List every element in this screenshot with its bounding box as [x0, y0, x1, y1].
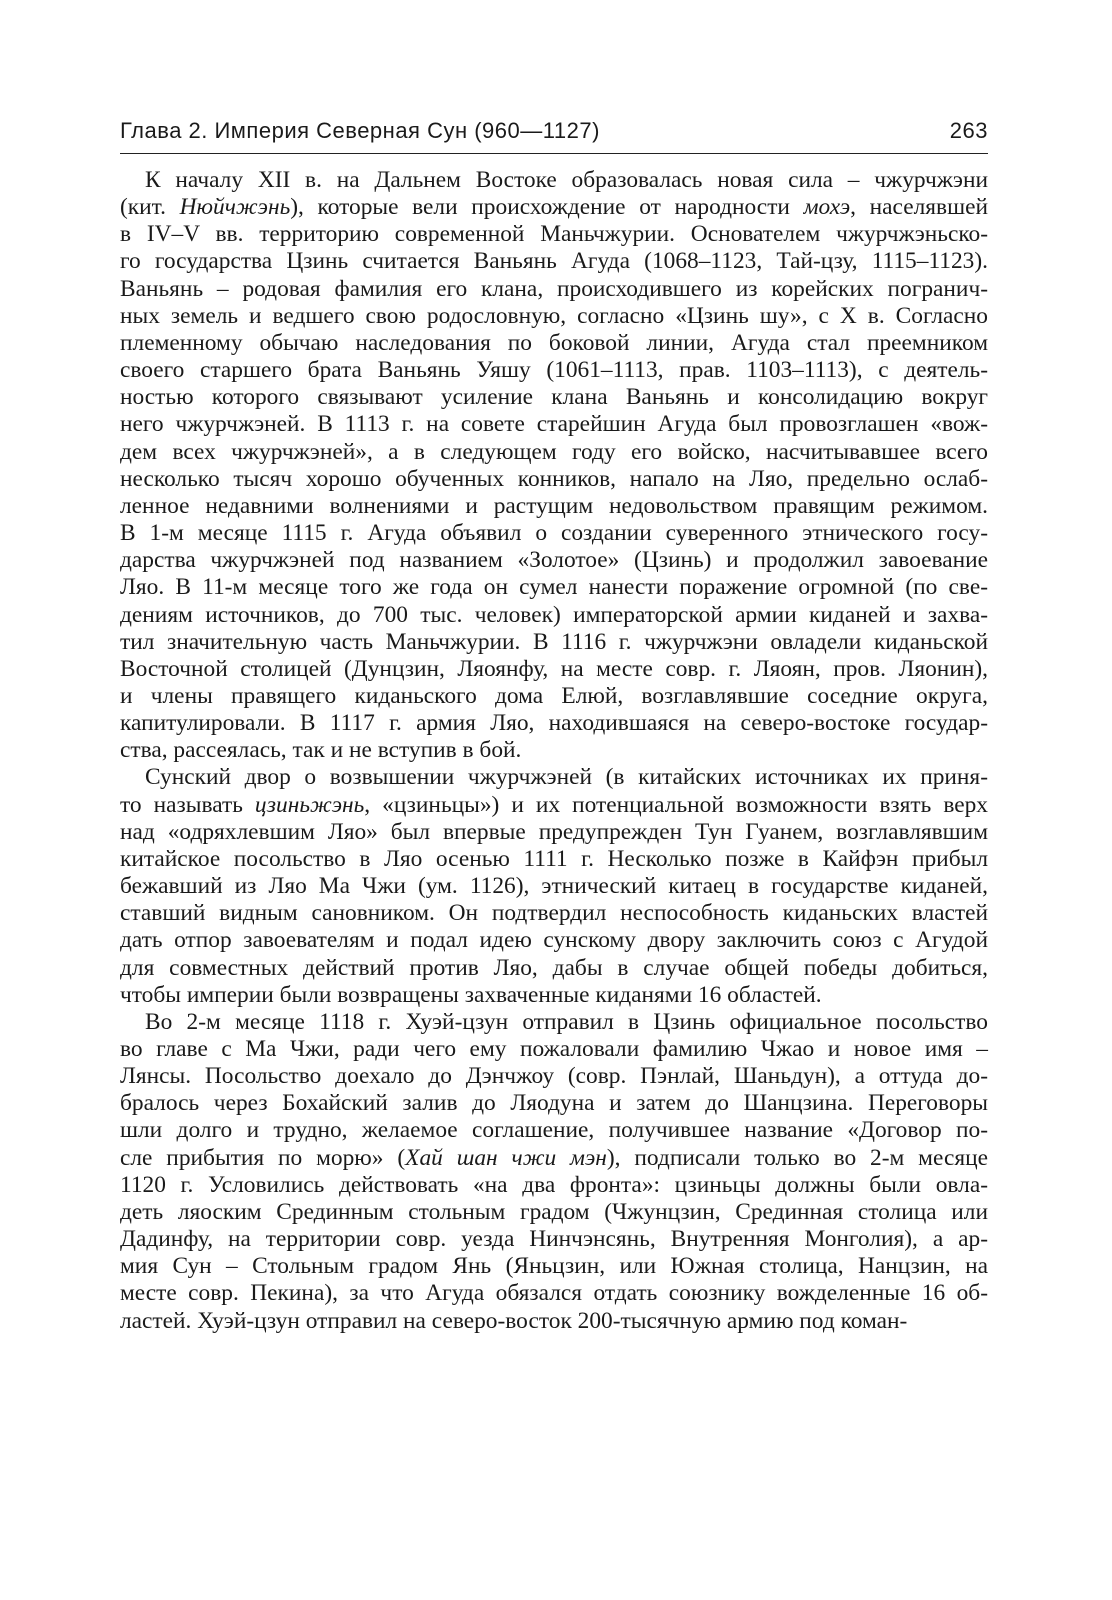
text-line: чтобы империи были возвращены захваченные киданями 16 областей.	[120, 981, 822, 1008]
text-line: шли долго и трудно, желаемое соглашение, получившее название «Договор по-	[120, 1117, 988, 1144]
text-line: ставший видным сановником. Он подтвердил неспособность киданьских властей	[120, 900, 988, 927]
text-line: дем всех чжурчжэней», а в следующем году его войско, насчитывавшее всего	[120, 438, 988, 465]
chapter-title: Глава 2. Империя Северная Сун (960—1127)	[120, 118, 600, 143]
text-line: тил значительную часть Маньчжурии. В 1116 г. чжурчжэни овладели киданьской	[120, 628, 988, 655]
text-line: несколько тысяч хорошо обученных конников, напало на Ляо, предельно ослаб-	[120, 465, 988, 492]
text-line: дениям источников, до 700 тыс. человек) императорской армии киданей и захва-	[120, 601, 988, 628]
text-line: во главе с Ма Чжи, ради чего ему пожаловали фамилию Чжао и новое имя –	[120, 1036, 988, 1062]
italic-term: мохэ	[803, 194, 851, 221]
text-line: дарства чжурчжэней под названием «Золотое» (Цзинь) и продолжил завоевание	[120, 547, 988, 574]
text-line: Восточной столицей (Дунцзин, Ляоянфу, на месте совр. г. Ляоян, пров. Ляонин),	[120, 655, 988, 682]
text-line: в IV–V вв. территорию современной Маньчжурии. Основателем чжурчжэньско-	[120, 221, 988, 248]
italic-term: Нюйчжэнь	[179, 194, 291, 221]
text-line: мия Сун – Стольным градом Янь (Яньцзин, или Южная столица, Нанцзин, на	[120, 1253, 988, 1280]
text-line: Ваньянь – родовая фамилия его клана, происходившего из корейских погранич-	[120, 275, 988, 302]
text-line: месте совр. Пекина), за что Агуда обязался отдать союзнику вожделенные 16 об-	[120, 1280, 988, 1307]
text-line: К началу XII в. на Дальнем Востоке образовалась новая сила – чжурчжэни	[145, 167, 988, 193]
text-line: Сунский двор о возвышении чжурчжэней (в китайских источниках их приня-	[145, 764, 988, 791]
text-line: бралось через Бохайский залив до Ляодуна и затем до Шанцзина. Переговоры	[120, 1090, 988, 1117]
paragraph	[120, 764, 988, 1008]
text-line: В 1-м месяце 1115 г. Агуда объявил о создании суверенного этнического госу-	[120, 520, 988, 547]
page-number: 263	[949, 118, 988, 143]
text-line: него чжурчжэней. В 1113 г. на совете старейшин Агуда был провозглашен «вож-	[120, 411, 988, 438]
text-line: Дадинфу, на территории совр. уезда Нинчэнсянь, Внутренняя Монголия), а ар-	[120, 1226, 988, 1253]
text-line: деть ляоским Срединным стольным градом (Чжунцзин, Срединная столица или	[120, 1198, 988, 1225]
text-line: ластей. Хуэй-цзун отправил на северо-восток 200-тысячную армию под коман-	[120, 1307, 908, 1334]
text-line: сле прибытия по морю» (Хай шан чжи мэн), подписали только во 2-м месяце	[120, 1144, 988, 1171]
text-line: ных земель и ведшего свою родословную, согласно «Цзинь шу», с X в. Согласно	[120, 302, 988, 329]
text-line: своего старшего брата Ваньянь Уяшу (1061–1113, прав. 1103–1113), с деятель-	[120, 357, 988, 384]
paragraph	[120, 1009, 988, 1335]
text-line: для совместных действий против Ляо, дабы в случае общей победы добиться,	[120, 954, 988, 981]
text-line: то называть цзиньжэнь, «цзиньцы») и их потенциальной возможности взять верх	[120, 791, 989, 818]
text-line: Лянсы. Посольство доехало до Дэнчжоу (совр. Пэнлай, Шаньдун), а оттуда до-	[120, 1063, 988, 1090]
paragraph	[120, 167, 988, 764]
text-line: Ляо. В 11-м месяце того же года он сумел нанести поражение огромной (по све-	[120, 574, 988, 601]
text-line: капитулировали. В 1117 г. армия Ляо, находившаяся на северо-востоке государ-	[120, 710, 988, 737]
text-line: ства, рассеялась, так и не вступив в бой.	[120, 737, 522, 764]
italic-term: Хай шан чжи мэн	[405, 1144, 607, 1171]
text-line: племенному обычаю наследования по боковой линии, Агуда стал преемником	[120, 329, 988, 356]
text-line: го государства Цзинь считается Ваньянь Агуда (1068–1123, Тай-цзу, 1115–1123).	[120, 248, 988, 275]
book-page	[120, 118, 988, 1335]
text-line: ленное недавними волнениями и растущим недовольством правящим режимом.	[120, 492, 988, 519]
text-line: и члены правящего киданьского дома Елюй, возглавлявшие соседние округа,	[120, 682, 988, 709]
text-line: (кит. Нюйчжэнь), которые вели происхождение от народности мохэ, населявшей	[120, 194, 988, 221]
running-header	[120, 118, 988, 154]
text-line: Во 2-м месяце 1118 г. Хуэй-цзун отправил в Цзинь официальное посольство	[145, 1008, 988, 1035]
text-line: 1120 г. Условились действовать «на два фронта»: цзиньцы должны были овла-	[120, 1171, 988, 1198]
body-text	[120, 167, 988, 1335]
text-line: бежавший из Ляо Ма Чжи (ум. 1126), этнический китаец в государстве киданей,	[120, 873, 988, 900]
text-line: ностью которого связывают усиление клана Ваньянь и консолидацию вокруг	[120, 384, 988, 411]
italic-term: цзиньжэнь	[254, 791, 365, 818]
text-line: над «одряхлевшим Ляо» был впервые предупрежден Тун Гуанем, возглавлявшим	[120, 818, 988, 845]
text-line: дать отпор завоевателям и подал идею сунскому двору заключить союз с Агудой	[120, 927, 988, 954]
text-line: китайское посольство в Ляо осенью 1111 г. Несколько позже в Кайфэн прибыл	[120, 845, 988, 872]
